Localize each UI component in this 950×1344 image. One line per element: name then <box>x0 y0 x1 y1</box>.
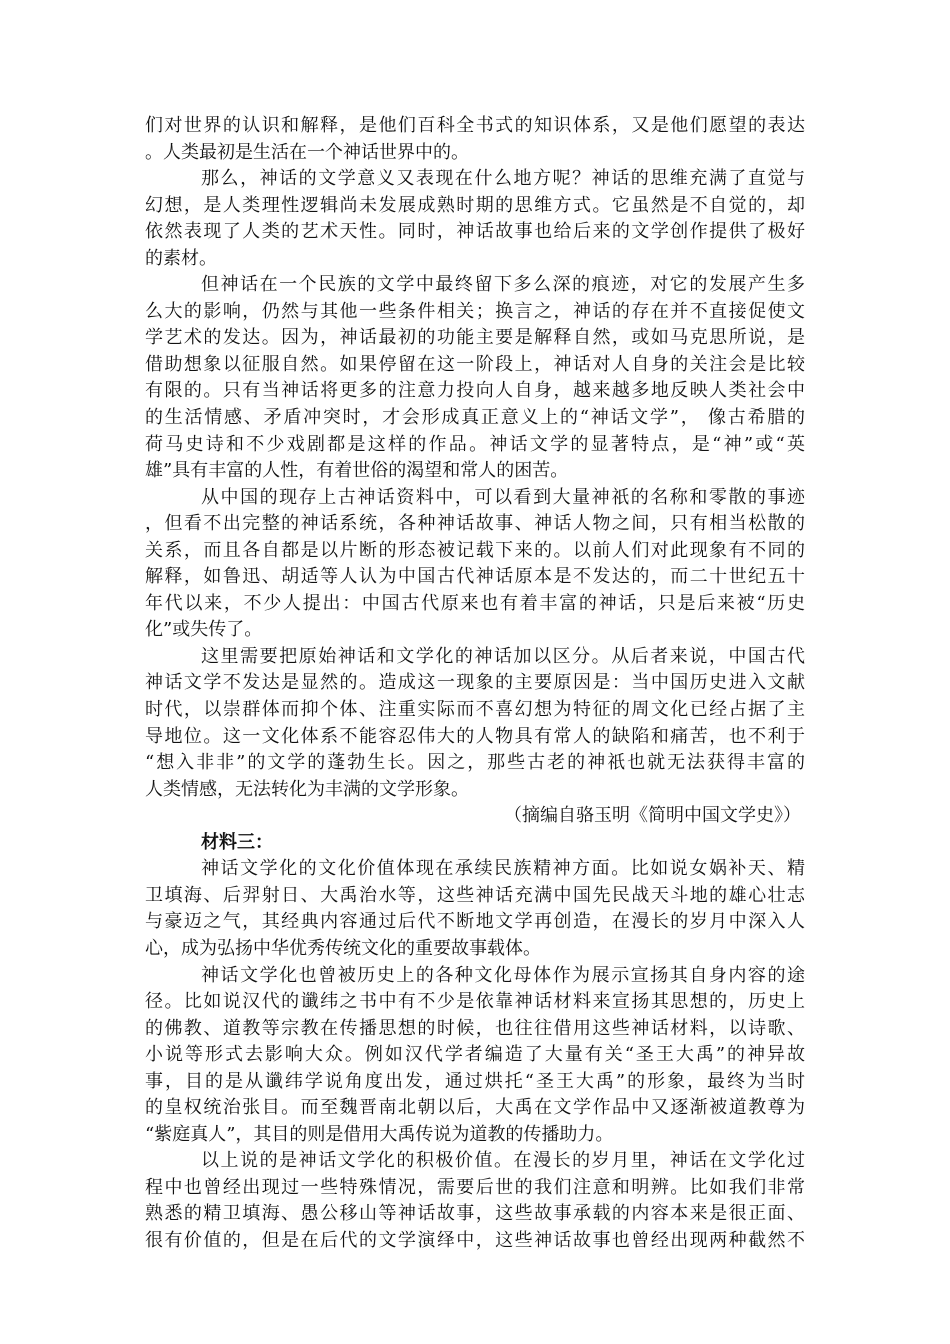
text-line: 卫填海、后羿射日、大禹治水等，这些神话充满中国先民战天斗地的雄心壮志 <box>145 884 805 906</box>
text-line: 的皇权统治张目。而至魏晋南北朝以后，大禹在文学作品中又逐渐被道教尊为 <box>145 1097 805 1119</box>
text-line: 解释，如鲁迅、胡适等人认为中国古代神话原本是不发达的，而二十世纪五十 <box>145 566 805 588</box>
text-line: 熟悉的精卫填海、愚公移山等神话故事，这些故事承载的内容本来是很正面、 <box>145 1203 805 1225</box>
text-line: 径。比如说汉代的谶纬之书中有不少是依靠神话材料来宣扬其思想的，历史上 <box>145 991 805 1013</box>
text-line: 么大的影响，仍然与其他一些条件相关；换言之，神话的存在并不直接促使文 <box>145 300 805 322</box>
text-line: 神话文学不发达是显然的。造成这一现象的主要原因是：当中国历史进入文献 <box>145 672 805 694</box>
text-line: 导地位。这一文化体系不能容忍伟大的人物具有常人的缺陷和痛苦，也不利于 <box>145 725 805 747</box>
section-heading: 材料三： <box>201 831 273 853</box>
text-line: 的佛教、道教等宗教在传播思想的时候，也往往借用这些神话材料，以诗歌、 <box>145 1017 805 1039</box>
text-line: 雄”具有丰富的人性，有着世俗的渴望和常人的困苦。 <box>145 460 569 482</box>
text-line: 与豪迈之气，其经典内容通过后代不断地文学再创造，在漫长的岁月中深入人 <box>145 911 805 933</box>
text-line: 。人类最初是生活在一个神话世界中的。 <box>145 141 469 163</box>
text-line: 的素材。 <box>145 247 217 269</box>
text-line: 事，目的是从谶纬学说角度出发，通过烘托“圣王大禹”的形象，最终为当时 <box>145 1070 805 1092</box>
text-line: 依然表现了人类的艺术天性。同时，神话故事也给后来的文学创作提供了极好 <box>145 221 805 243</box>
text-line: 从中国的现存上古神话资料中，可以看到大量神祇的名称和零散的事迹 <box>201 486 805 508</box>
text-line: 时代，以崇群体而抑个体、注重实际而不喜幻想为特征的周文化已经占据了主 <box>145 699 805 721</box>
source-citation: （摘编自骆玉明《简明中国文学史》） <box>504 805 801 827</box>
text-line: 关系，而且各自都是以片断的形态被记载下来的。以前人们对此现象有不同的 <box>145 539 805 561</box>
text-line: “紫庭真人”，其目的则是借用大禹传说为道教的传播助力。 <box>145 1123 614 1145</box>
document-page <box>145 113 805 1255</box>
text-line: 学艺术的发达。因为，神话最初的功能主要是解释自然，或如马克思所说，是 <box>145 327 805 349</box>
text-line: 这里需要把原始神话和文学化的神话加以区分。从后者来说，中国古代 <box>201 645 805 667</box>
text-line: 那么，神话的文学意义又表现在什么地方呢？神话的思维充满了直觉与 <box>201 168 805 190</box>
text-line: 程中也曾经出现过一些特殊情况，需要后世的我们注意和明辨。比如我们非常 <box>145 1176 805 1198</box>
text-line: 很有价值的，但是在后代的文学演绎中，这些神话故事也曾经出现两种截然不 <box>145 1229 805 1251</box>
text-line: 心，成为弘扬中华优秀传统文化的重要故事载体。 <box>145 937 541 959</box>
text-line: 幻想，是人类理性逻辑尚未发展成熟时期的思维方式。它虽然是不自觉的，却 <box>145 194 805 216</box>
text-line: 的生活情感、矛盾冲突时，才会形成真正意义上的“神话文学”， 像古希腊的 <box>145 407 805 429</box>
text-line: 荷马史诗和不少戏剧都是这样的作品。神话文学的显著特点，是“神”或“英 <box>145 433 805 455</box>
text-line: 神话文学化的文化价值体现在承续民族精神方面。比如说女娲补天、精 <box>201 858 805 880</box>
text-line: 人类情感，无法转化为丰满的文学形象。 <box>145 778 469 800</box>
text-line: ，但看不出完整的神话系统，各种神话故事、神话人物之间，只有相当松散的 <box>145 513 805 535</box>
text-line: 小说等形式去影响大众。例如汉代学者编造了大量有关“圣王大禹”的神异故 <box>145 1044 805 1066</box>
text-line: 们对世界的认识和解释，是他们百科全书式的知识体系，又是他们愿望的表达 <box>145 115 805 136</box>
text-line: “想入非非”的文学的蓬勃生长。因之，那些古老的神祇也就无法获得丰富的 <box>145 752 805 774</box>
text-line: 有限的。只有当神话将更多的注意力投向人自身，越来越多地反映人类社会中 <box>145 380 805 402</box>
text-line: 借助想象以征服自然。如果停留在这一阶段上，神话对人自身的关注会是比较 <box>145 353 805 375</box>
text-line: 化”或失传了。 <box>145 619 263 641</box>
text-line: 但神话在一个民族的文学中最终留下多么深的痕迹，对它的发展产生多 <box>201 274 805 296</box>
text-line: 以上说的是神话文学化的积极价值。在漫长的岁月里，神话在文学化过 <box>201 1150 805 1172</box>
text-line: 年代以来，不少人提出：中国古代原来也有着丰富的神话，只是后来被“历史 <box>145 592 805 614</box>
text-line: 神话文学化也曾被历史上的各种文化母体作为展示宣扬其自身内容的途 <box>201 964 805 986</box>
